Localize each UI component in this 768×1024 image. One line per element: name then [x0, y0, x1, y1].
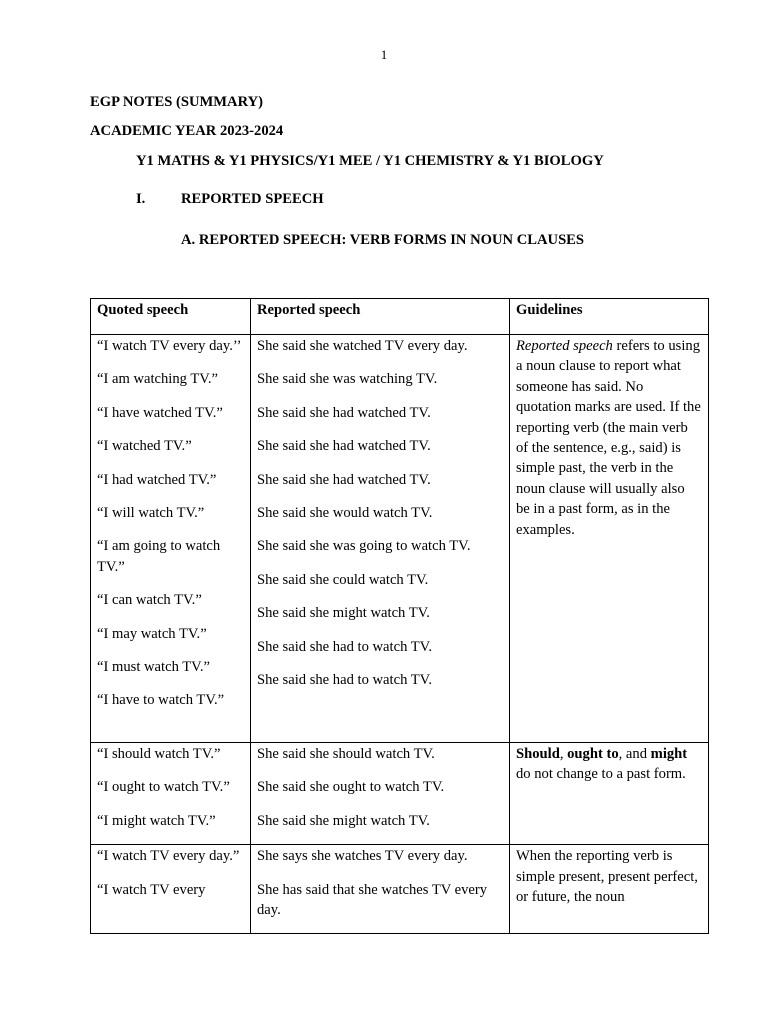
reported-line: She said she could watch TV.	[257, 571, 429, 588]
reported-cell	[251, 335, 510, 743]
section-numeral: I.	[136, 191, 146, 207]
guideline-cell	[510, 743, 709, 845]
quoted-line: “I ought to watch TV.”	[97, 779, 230, 796]
guideline-bold-ought-to: ought to	[567, 746, 619, 762]
reported-line: She said she would watch TV.	[257, 505, 433, 522]
quoted-line: “I had watched TV.”	[97, 471, 217, 488]
quoted-line: “I watch TV every day.”	[97, 848, 240, 865]
reported-line: She said she had watched TV.	[257, 438, 431, 455]
guideline-separator: , and	[618, 746, 651, 762]
quoted-line: “I might watch TV.”	[97, 812, 216, 829]
quoted-cell	[91, 845, 251, 934]
guideline-italic-term: Reported speech	[516, 338, 613, 354]
reported-line: She said she should watch TV.	[257, 746, 435, 762]
guideline-bold-might: might	[650, 746, 688, 762]
guideline-bold-should: Should	[516, 746, 560, 762]
reported-line: She said she had to watch TV.	[257, 672, 432, 689]
quoted-cell	[91, 335, 251, 743]
guideline-body: refers to using a noun clause to report what someone has said. No quotation marks are used. If the reporting verb (the main verb of the sentence, e.g., said) is simple past, the verb in the noun clause will usually also be in a past form, as in the examples.	[516, 338, 701, 538]
table-header-row	[91, 299, 709, 335]
reported-line: She said she had to watch TV.	[257, 638, 432, 655]
quoted-line: “I watched TV.”	[97, 438, 192, 455]
guideline-text	[510, 335, 708, 540]
reported-line: She has said that she watches TV every day.	[257, 881, 488, 919]
page-number: 1	[380, 47, 388, 62]
reported-line: She said she might watch TV.	[257, 605, 430, 622]
reported-line: She says she watches TV every day.	[257, 848, 468, 865]
quoted-line: “I will watch TV.”	[97, 505, 205, 522]
column-header-quoted: Quoted speech	[91, 299, 251, 335]
guideline-cell	[510, 845, 709, 934]
quoted-line: “I have watched TV.”	[97, 404, 223, 421]
quoted-cell	[91, 743, 251, 845]
quoted-line: “I should watch TV.”	[97, 746, 221, 762]
quoted-line: “I watch TV every	[97, 881, 206, 898]
guideline-separator: ,	[559, 746, 568, 762]
guideline-text: When the reporting verb is simple present, present perfect, or future, the noun	[516, 848, 698, 906]
quoted-line: “I have to watch TV.”	[97, 692, 225, 709]
reported-speech-table	[90, 298, 709, 934]
guideline-text	[510, 743, 708, 785]
academic-year: ACADEMIC YEAR 2023-2024	[90, 123, 284, 139]
reported-line: She said she might watch TV.	[257, 812, 430, 829]
quoted-line: “I must watch TV.”	[97, 659, 210, 676]
table-row	[91, 845, 709, 934]
reported-cell	[251, 845, 510, 934]
reported-line: She said she watched TV every day.	[257, 338, 468, 354]
table-row	[91, 335, 709, 743]
quoted-line: “I can watch TV.”	[97, 592, 202, 609]
reported-line: She said she was watching TV.	[257, 371, 438, 388]
reported-line: She said she had watched TV.	[257, 471, 431, 488]
quoted-line: “I am watching TV.”	[97, 371, 219, 388]
table-row	[91, 743, 709, 845]
quoted-line: “I am going to watch TV.”	[97, 538, 221, 575]
section-title: REPORTED SPEECH	[181, 191, 324, 207]
subsection-title: A. REPORTED SPEECH: VERB FORMS IN NOUN CLAUSES	[181, 232, 585, 248]
column-header-reported: Reported speech	[251, 299, 510, 335]
course-list: Y1 MATHS & Y1 PHYSICS/Y1 MEE / Y1 CHEMISTRY & Y1 BIOLOGY	[136, 153, 604, 169]
header-title: EGP NOTES (SUMMARY)	[90, 94, 263, 110]
guideline-body: do not change to a past form.	[516, 766, 686, 783]
guideline-cell	[510, 335, 709, 743]
quoted-line: “I may watch TV.”	[97, 625, 207, 642]
reported-line: She said she had watched TV.	[257, 404, 431, 421]
column-header-guidelines: Guidelines	[510, 299, 709, 335]
reported-line: She said she was going to watch TV.	[257, 538, 471, 555]
quoted-line: “I watch TV every day.’’	[97, 338, 242, 354]
reported-line: She said she ought to watch TV.	[257, 779, 445, 796]
reported-cell	[251, 743, 510, 845]
